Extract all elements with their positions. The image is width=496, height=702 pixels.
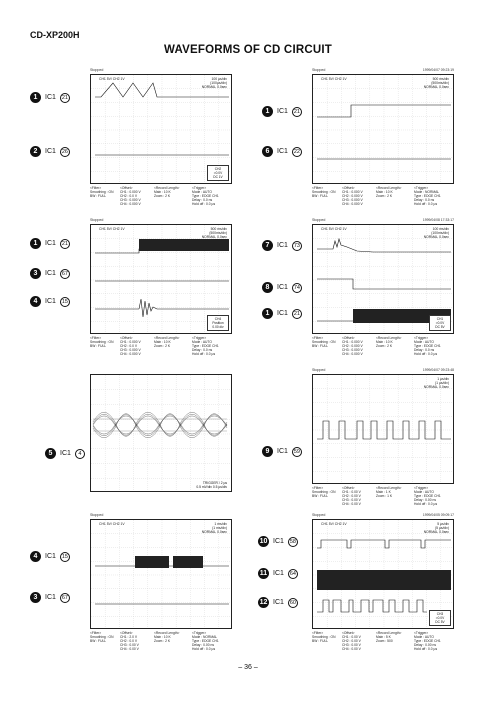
- stopped-label: Stopped: [312, 68, 326, 72]
- timebase-readout: 1 ms/div (1 ms/div) NORMAL 0.0sec: [201, 522, 227, 535]
- signal-label: 7 IC1 73: [262, 240, 302, 251]
- waveform-plot: [91, 375, 232, 492]
- channel-info-box: CH4 Position 0.00 div: [207, 315, 229, 331]
- timebase-readout: 100 ms/div (100ms/div) NORMAL 0.0sec: [423, 227, 449, 240]
- signal-label: 6 IC1 22: [262, 146, 302, 157]
- record-length-group: <Record Length> Main : 10 K Zoom : 2 K: [154, 186, 180, 199]
- signal-label: 11 IC1 64: [259, 570, 296, 577]
- offset-group: <Offset> CH1 : 0.000 V CH2 : 0.0 V CH3 : 0.000 V CH4 : 0.000 V: [120, 186, 141, 207]
- trace-ch1-data: [135, 556, 169, 568]
- scope-panel-middle-left: [90, 218, 232, 358]
- waveform-plot: [91, 520, 232, 629]
- offset-group: <Offset> CH1 : 0.000 V CH2 : 0.000 V CH3 : 0.000 V CH4 : 0.000 V: [342, 186, 363, 207]
- trace-ch1-data: [173, 556, 203, 568]
- stopped-label: Stopped: [312, 218, 326, 222]
- waveform-plot: [313, 375, 454, 484]
- timestamp: 1999/04/08 17:33:17: [422, 218, 454, 222]
- scope-screen: [312, 374, 454, 484]
- signal-label: 1 IC1 21: [262, 106, 302, 117]
- trace-ch1-burst: [139, 239, 229, 251]
- scope-screen: [90, 374, 232, 492]
- signal-label: 12 IC1 60: [259, 599, 296, 606]
- record-length-group: <Record Length> Main : 5 K Zoom : 500: [376, 631, 402, 644]
- timebase-readout: 500 ms/div (500ms/div) NORMAL 0.0sec: [201, 227, 227, 240]
- timestamp: 1999/04/07 09:23:19: [422, 68, 454, 72]
- filter-group: <Filter> Smoothing : ON BW : FULL: [312, 186, 336, 199]
- signal-label: 1 IC1 21: [30, 92, 70, 103]
- trigger-group: <Trigger> Mode : AUTO Type : EDGE CH1 Delay : 0.0 ns Hold off : 0.0 µs: [414, 336, 441, 357]
- timebase-readout: 1 µs/div (1 µs/div) NORMAL 0.0sec: [423, 377, 449, 390]
- signal-label: 4 IC1 15: [30, 296, 70, 307]
- signal-label: 3 IC1 67: [30, 592, 70, 603]
- trace-ch3: [317, 600, 427, 612]
- trigger-group: <Trigger> Mode : AUTO Type : EDGE CH1 Delay : 0.00 ns Hold off : 0.0 µs: [414, 631, 441, 652]
- signal-label: 3 IC1 67: [30, 268, 70, 279]
- filter-group: <Filter> Smoothing : ON BW : FULL: [312, 336, 336, 349]
- scale-readout: CH1 5V/ CH2 1V: [321, 77, 347, 81]
- timebase-readout: 5 µs/div (5 µs/div) NORMAL 0.0sec: [423, 522, 449, 535]
- scope-screen: [90, 224, 232, 334]
- scope-screen: [312, 519, 454, 629]
- offset-group: <Offset> CH1 : 0.000 V CH2 : 0.0 V CH3 : 0.000 V CH4 : 0.000 V: [120, 336, 141, 357]
- trigger-group: <Trigger> Mode : NORMAL Type : EDGE CH1 Delay : 0.00 ns Hold off : 0.0 µs: [192, 631, 219, 652]
- filter-group: <Filter> Smoothing : ON BW : FULL: [90, 336, 114, 349]
- page-title: WAVEFORMS OF CD CIRCUIT: [164, 44, 332, 56]
- channel-info-box: CH2 =0.0V DC 1V: [207, 165, 229, 181]
- trigger-group: <Trigger> Mode : AUTO Type : EDGE CH1 Delay : 0.0 ns Hold off : 0.0 µs: [192, 336, 219, 357]
- filter-group: <Filter> Smoothing : ON BW : FULL: [312, 486, 336, 499]
- scope-screen: [90, 74, 232, 184]
- offset-group: <Offset> CH1 : 0.00 V CH2 : 0.00 V CH3 : 0.00 V CH4 : 0.00 V: [342, 631, 361, 652]
- scope-screen: [90, 519, 232, 629]
- scope-panel-upper-right: [312, 68, 454, 208]
- signal-label: 4 IC1 15: [30, 551, 70, 562]
- record-length-group: <Record Length> Main : 1 K Zoom : 1 K: [376, 486, 402, 499]
- trigger-group: <Trigger> Mode : NORMAL Type : EDGE CH1 Delay : 0.0 ns Hold off : 0.0 µs: [414, 186, 441, 207]
- trigger-group: <Trigger> Mode : AUTO Type : EDGE CH1 Delay : 0.0 ns Hold off : 0.0 µs: [192, 186, 219, 207]
- model-number: CD-XP200H: [30, 30, 80, 40]
- signal-label: 1 IC1 21: [262, 308, 302, 319]
- stopped-label: Stopped: [90, 68, 104, 72]
- signal-label: 1 IC1 21: [30, 238, 70, 249]
- scope-panel-lower-right: [312, 368, 454, 508]
- signal-label: 5 IC1 4: [45, 448, 85, 459]
- filter-group: <Filter> Smoothing : ON BW : FULL: [312, 631, 336, 644]
- signal-label: 10 IC1 58: [259, 538, 296, 545]
- scope-panel-upper-left: [90, 68, 232, 208]
- filter-group: <Filter> Smoothing : ON BW : FULL: [90, 186, 114, 199]
- scale-readout: CH1 5V/ CH2 1V: [99, 522, 125, 526]
- timestamp: 1999/04/07 09:23:48: [422, 368, 454, 372]
- offset-group: <Offset> CH1 : 0.000 V CH2 : 0.000 V CH3 : 0.000 V CH4 : 0.000 V: [342, 336, 363, 357]
- offset-group: <Offset> CH1 : 2.0 V CH2 : 0.0 V CH3 : 0.00 V CH4 : 0.00 V: [120, 631, 139, 652]
- offset-group: <Offset> CH1 : 0.00 V CH2 : 0.00 V CH3 : 0.00 V CH4 : 0.00 V: [342, 486, 361, 507]
- timebase-readout: 100 µs/div (100µs/div) NORMAL 0.0sec: [201, 77, 227, 90]
- scale-readout: CH1 5V/ CH2 1V: [321, 522, 347, 526]
- signal-label: 2 IC1 26: [30, 146, 70, 157]
- record-length-group: <Record Length> Main : 10 K Zoom : 2 K: [154, 336, 180, 349]
- signal-label: 9 IC1 59: [262, 446, 302, 457]
- scope-panel-middle-right: [312, 218, 454, 358]
- record-length-group: <Record Length> Main : 10 K Zoom : 2 K: [376, 186, 402, 199]
- channel-info-box: CH1 =0.0V DC 5V: [429, 315, 451, 331]
- scope-panel-bottom-left: [90, 513, 232, 653]
- scope-panel-bottom-right: [312, 513, 454, 653]
- scale-readout: CH1 5V/ CH2 1V: [321, 227, 347, 231]
- stopped-label: Stopped: [312, 368, 326, 372]
- stopped-label: Stopped: [90, 513, 104, 517]
- trace-ch2-burst: [317, 570, 451, 590]
- signal-label: 8 IC1 74: [262, 282, 302, 293]
- scope-screen: [312, 224, 454, 334]
- scale-readout: CH1 5V/ CH2 1V: [99, 77, 125, 81]
- waveform-plot: [313, 75, 454, 184]
- scope-panel-lower-left: [90, 368, 232, 508]
- channel-info-box: CH3 =0.0V DC 5V: [429, 610, 451, 626]
- scale-readout: CH1 5V/ CH2 1V: [99, 227, 125, 231]
- record-length-group: <Record Length> Main : 10 K Zoom : 2 K: [376, 336, 402, 349]
- filter-group: <Filter> Smoothing : ON BW : FULL: [90, 631, 114, 644]
- stopped-label: Stopped: [312, 513, 326, 517]
- scope-screen: [312, 74, 454, 184]
- stopped-label: Stopped: [90, 218, 104, 222]
- eye-caption: TRIGGER / 2 µs 0.5 mV/div 0.5 µs/div: [196, 481, 227, 489]
- trigger-group: <Trigger> Mode : AUTO Type : EDGE CH1 Delay : 0.00 ns Hold off : 0.0 µs: [414, 486, 441, 507]
- timebase-readout: 500 ms/div (500ms/div) NORMAL 0.0sec: [423, 77, 449, 90]
- timestamp: 1999/04/05 09:09:17: [422, 513, 454, 517]
- record-length-group: <Record Length> Main : 10 K Zoom : 2 K: [154, 631, 180, 644]
- page-number: – 36 –: [238, 664, 258, 671]
